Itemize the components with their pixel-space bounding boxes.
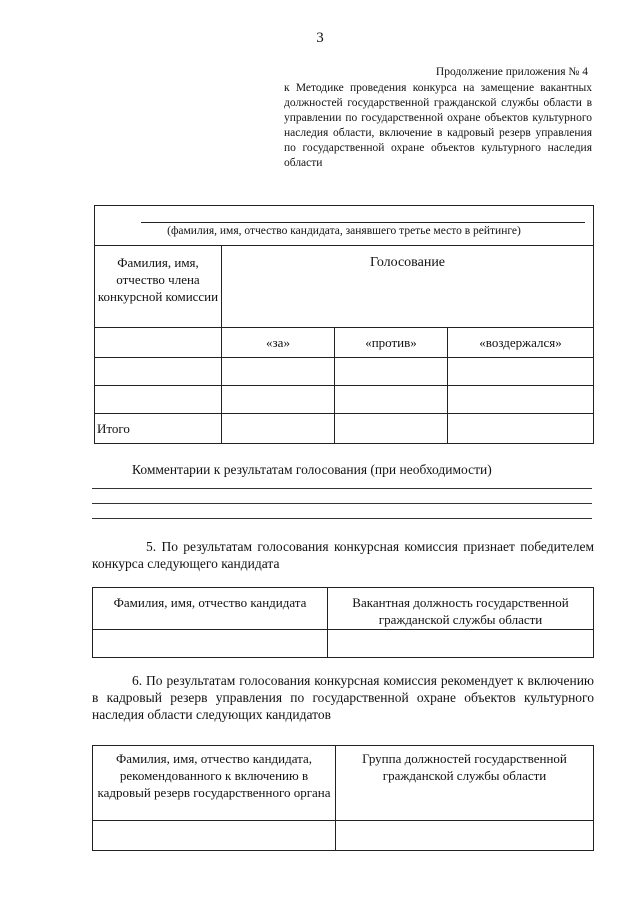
col-abstain-header: «воздержался» <box>448 328 594 358</box>
winner-position-header: Вакантная должность государственной гражданской службы области <box>328 588 594 630</box>
total-for-cell[interactable] <box>222 414 335 444</box>
winner-position-cell[interactable] <box>328 630 594 658</box>
total-against-cell[interactable] <box>335 414 448 444</box>
member-cell[interactable] <box>95 358 222 386</box>
vote-for-cell[interactable] <box>222 358 335 386</box>
vote-against-cell[interactable] <box>335 386 448 414</box>
winner-name-cell[interactable] <box>93 630 328 658</box>
appendix-header <box>284 65 592 171</box>
reserve-group-cell[interactable] <box>336 821 594 851</box>
vote-abstain-cell[interactable] <box>448 386 594 414</box>
reserve-name-header: Фамилия, имя, отчество кандидата, рекомендованного к включению в кадровый резерв государственного органа <box>93 746 336 821</box>
member-cell[interactable] <box>95 328 222 358</box>
col-against-header: «против» <box>335 328 448 358</box>
candidate-cell[interactable] <box>95 206 594 246</box>
winner-name-header: Фамилия, имя, отчество кандидата <box>93 588 328 630</box>
col-for-header: «за» <box>222 328 335 358</box>
member-header: Фамилия, имя, отчество члена конкурсной комиссии <box>95 246 222 328</box>
voting-header: Голосование <box>222 246 594 328</box>
reserve-group-header: Группа должностей государственной гражданской службы области <box>336 746 594 821</box>
comment-line[interactable] <box>92 503 592 504</box>
total-label: Итого <box>95 414 222 444</box>
total-abstain-cell[interactable] <box>448 414 594 444</box>
member-cell[interactable] <box>95 386 222 414</box>
reserve-name-cell[interactable] <box>93 821 336 851</box>
candidate-caption: (фамилия, имя, отчество кандидата, занявшего третье место в рейтинге) <box>167 225 521 237</box>
comment-line[interactable] <box>92 488 592 489</box>
comment-line[interactable] <box>92 518 592 519</box>
item5-text: 5. По результатам голосования конкурсная комиссия признает победителем конкурса следующего кандидата <box>92 539 594 571</box>
reserve-table <box>92 745 594 851</box>
appendix-heading: Продолжение приложения № 4 <box>435 66 588 78</box>
page-number: 3 <box>316 30 324 46</box>
vote-for-cell[interactable] <box>222 386 335 414</box>
appendix-text: к Методике проведения конкурса на замещение вакантных должностей государственной гражданской службы области в управлении по государственной охране объектов культурного наследия области, включение в кадровый резерв управления по государственной охране объектов культурного наследия области <box>284 82 592 169</box>
vote-abstain-cell[interactable] <box>448 358 594 386</box>
item6-text: 6. По результатам голосования конкурсная комиссия рекомендует к включению в кадровый резерв управления по государственной охране объектов культурного наследия области следующих кандидатов <box>92 673 594 722</box>
vote-against-cell[interactable] <box>335 358 448 386</box>
voting-table <box>94 205 594 444</box>
winner-table <box>92 587 594 658</box>
comments-title: Комментарии к результатам голосования (при необходимости) <box>132 462 492 477</box>
